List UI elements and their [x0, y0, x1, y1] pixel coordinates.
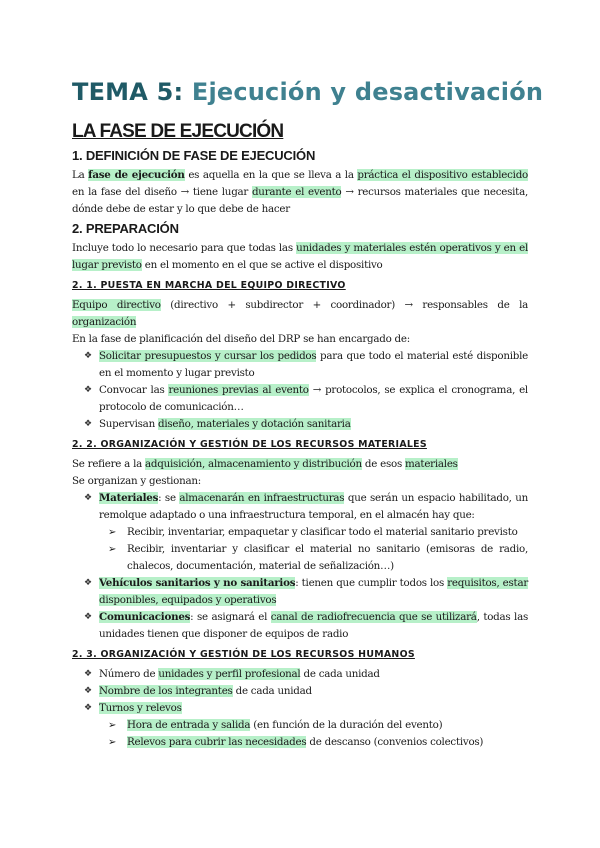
text-segment: en la fase del diseño → tiene lugar [72, 186, 252, 198]
list-item [72, 490, 528, 524]
sub-list-item [72, 541, 528, 575]
subsection-heading: 1. DEFINICIÓN DE FASE DE EJECUCIÓN [72, 148, 316, 163]
text-segment: en el momento en el que se active el dispositivo [141, 259, 383, 271]
list-item [72, 609, 528, 643]
text-segment: Recibir, inventariar y clasificar el material no sanitario (emisoras de radio, chalecos, documentación, material de señalización…) [127, 543, 528, 572]
diamond-bullet-icon: ❖ [84, 703, 92, 713]
highlighted-text: durante el evento [251, 186, 342, 198]
text-segment: (en función de la duración del evento) [250, 719, 443, 731]
diamond-bullet-icon: ❖ [84, 419, 92, 429]
highlighted-text: organización [72, 316, 137, 328]
diamond-bullet-icon: ❖ [84, 385, 92, 395]
subsection-heading: 2. PREPARACIÓN [72, 221, 179, 236]
text-segment: → protocolos, se explica el cronograma, el protocolo de comunicación… [99, 384, 528, 413]
text-segment: Incluye todo lo necesario para que todas las [72, 242, 297, 254]
arrow-bullet-icon: ➢ [108, 544, 117, 555]
highlighted-text: Solicitar presupuestos y cursar los pedidos [99, 350, 317, 362]
diamond-bullet-icon: ❖ [84, 493, 92, 503]
text-segment: En la fase de planificación del diseño del DRP se han encargado de: [72, 333, 410, 345]
title-topic-number: TEMA 5: [72, 78, 184, 106]
paragraph [72, 473, 528, 490]
highlighted-text: Relevos para cubrir las necesidades [127, 736, 307, 748]
highlighted-text: unidades y perfil profesional [158, 668, 301, 680]
text-segment: Supervisan [99, 418, 158, 430]
text-segment: de cada unidad [300, 668, 380, 680]
list-item [72, 700, 528, 717]
highlighted-text: fase de ejecución [88, 169, 185, 181]
highlighted-text: canal de radiofrecuencia que se utilizará [270, 611, 477, 623]
highlighted-text: Nombre de los integrantes [99, 685, 233, 697]
highlighted-text: Vehículos sanitarios y no sanitarios [99, 577, 296, 589]
highlighted-text: Comunicaciones [99, 611, 191, 623]
subsubsection-heading: 2. 2. ORGANIZACIÓN Y GESTIÓN DE LOS RECURSOS MATERIALES [72, 439, 427, 450]
diamond-bullet-icon: ❖ [84, 612, 92, 622]
highlighted-text: Turnos y relevos [99, 702, 182, 714]
sub-list-item [72, 717, 528, 734]
text-segment: de cada unidad [232, 685, 312, 697]
highlighted-text: Hora de entrada y salida [127, 719, 251, 731]
text-segment: de esos [361, 458, 406, 470]
text-segment: (directivo + subdirector + coordinador) → responsables de la [160, 299, 529, 311]
text-segment: : se [158, 492, 180, 504]
text-segment: , todas las unidades tienen que disponer de equipos de radio [99, 611, 528, 640]
arrow-bullet-icon: ➢ [108, 737, 117, 748]
text-segment: para que todo el material esté disponible en el momento y lugar previsto [99, 350, 528, 379]
list-item [72, 348, 528, 382]
paragraph [72, 331, 528, 348]
diamond-bullet-icon: ❖ [84, 578, 92, 588]
subsubsection-heading: 2. 1. PUESTA EN MARCHA DEL EQUIPO DIRECTIVO [72, 280, 346, 291]
paragraph [72, 167, 528, 218]
text-segment: que serán un espacio habilitado, un remolque adaptado o una infraestructura temporal, en el almacén hay que: [99, 492, 528, 521]
document-page [72, 78, 544, 751]
diamond-bullet-icon: ❖ [84, 686, 92, 696]
text-segment: Número de [99, 668, 159, 680]
text-segment: Se organizan y gestionan: [72, 475, 201, 487]
list-item [72, 575, 528, 609]
diamond-bullet-icon: ❖ [84, 351, 92, 361]
paragraph [72, 456, 528, 473]
highlighted-text: Materiales [99, 492, 159, 504]
text-segment: : se asignará el [190, 611, 271, 623]
text-segment: de descanso (convenios colectivos) [306, 736, 484, 748]
arrow-bullet-icon: ➢ [108, 720, 117, 731]
text-segment: → recursos materiales que necesita, dónde debe de estar y lo que debe de hacer [72, 186, 528, 215]
highlighted-text: práctica el dispositivo establecido [357, 169, 528, 181]
arrow-bullet-icon: ➢ [108, 527, 117, 538]
sub-list-item [72, 734, 528, 751]
subsubsection-heading: 2. 3. ORGANIZACIÓN Y GESTIÓN DE LOS RECURSOS HUMANOS [72, 649, 415, 660]
list-item [72, 382, 528, 416]
text-segment: : tienen que cumplir todos los [295, 577, 448, 589]
text-segment: Se refiere a la [72, 458, 146, 470]
list-item [72, 416, 528, 433]
text-segment: La [72, 169, 89, 181]
paragraph [72, 297, 528, 331]
highlighted-text: unidades y materiales estén operativos y en el lugar previsto [72, 242, 528, 271]
highlighted-text: materiales [405, 458, 458, 470]
highlighted-text: reuniones previas al evento [168, 384, 309, 396]
highlighted-text: Equipo directivo [72, 299, 161, 311]
highlighted-text: requisitos, estar disponibles, equipados y operativos [99, 577, 528, 606]
list-item [72, 683, 528, 700]
sub-list-item [72, 524, 528, 541]
document-title [72, 78, 544, 106]
highlighted-text: adquisición, almacenamiento y distribución [145, 458, 362, 470]
highlighted-text: diseño, materiales y dotación sanitaria [157, 418, 351, 430]
paragraph [72, 240, 528, 274]
text-segment: Recibir, inventariar, empaquetar y clasificar todo el material sanitario previsto [127, 526, 518, 538]
section-heading: LA FASE DE EJECUCIÓN [72, 121, 284, 142]
list-item [72, 666, 528, 683]
document-body [72, 120, 528, 751]
text-segment: Convocar las [99, 384, 169, 396]
diamond-bullet-icon: ❖ [84, 669, 92, 679]
title-topic-name: Ejecución y desactivación [191, 78, 544, 106]
text-segment: es aquella en la que se lleva a la [184, 169, 358, 181]
highlighted-text: almacenarán en infraestructuras [179, 492, 345, 504]
